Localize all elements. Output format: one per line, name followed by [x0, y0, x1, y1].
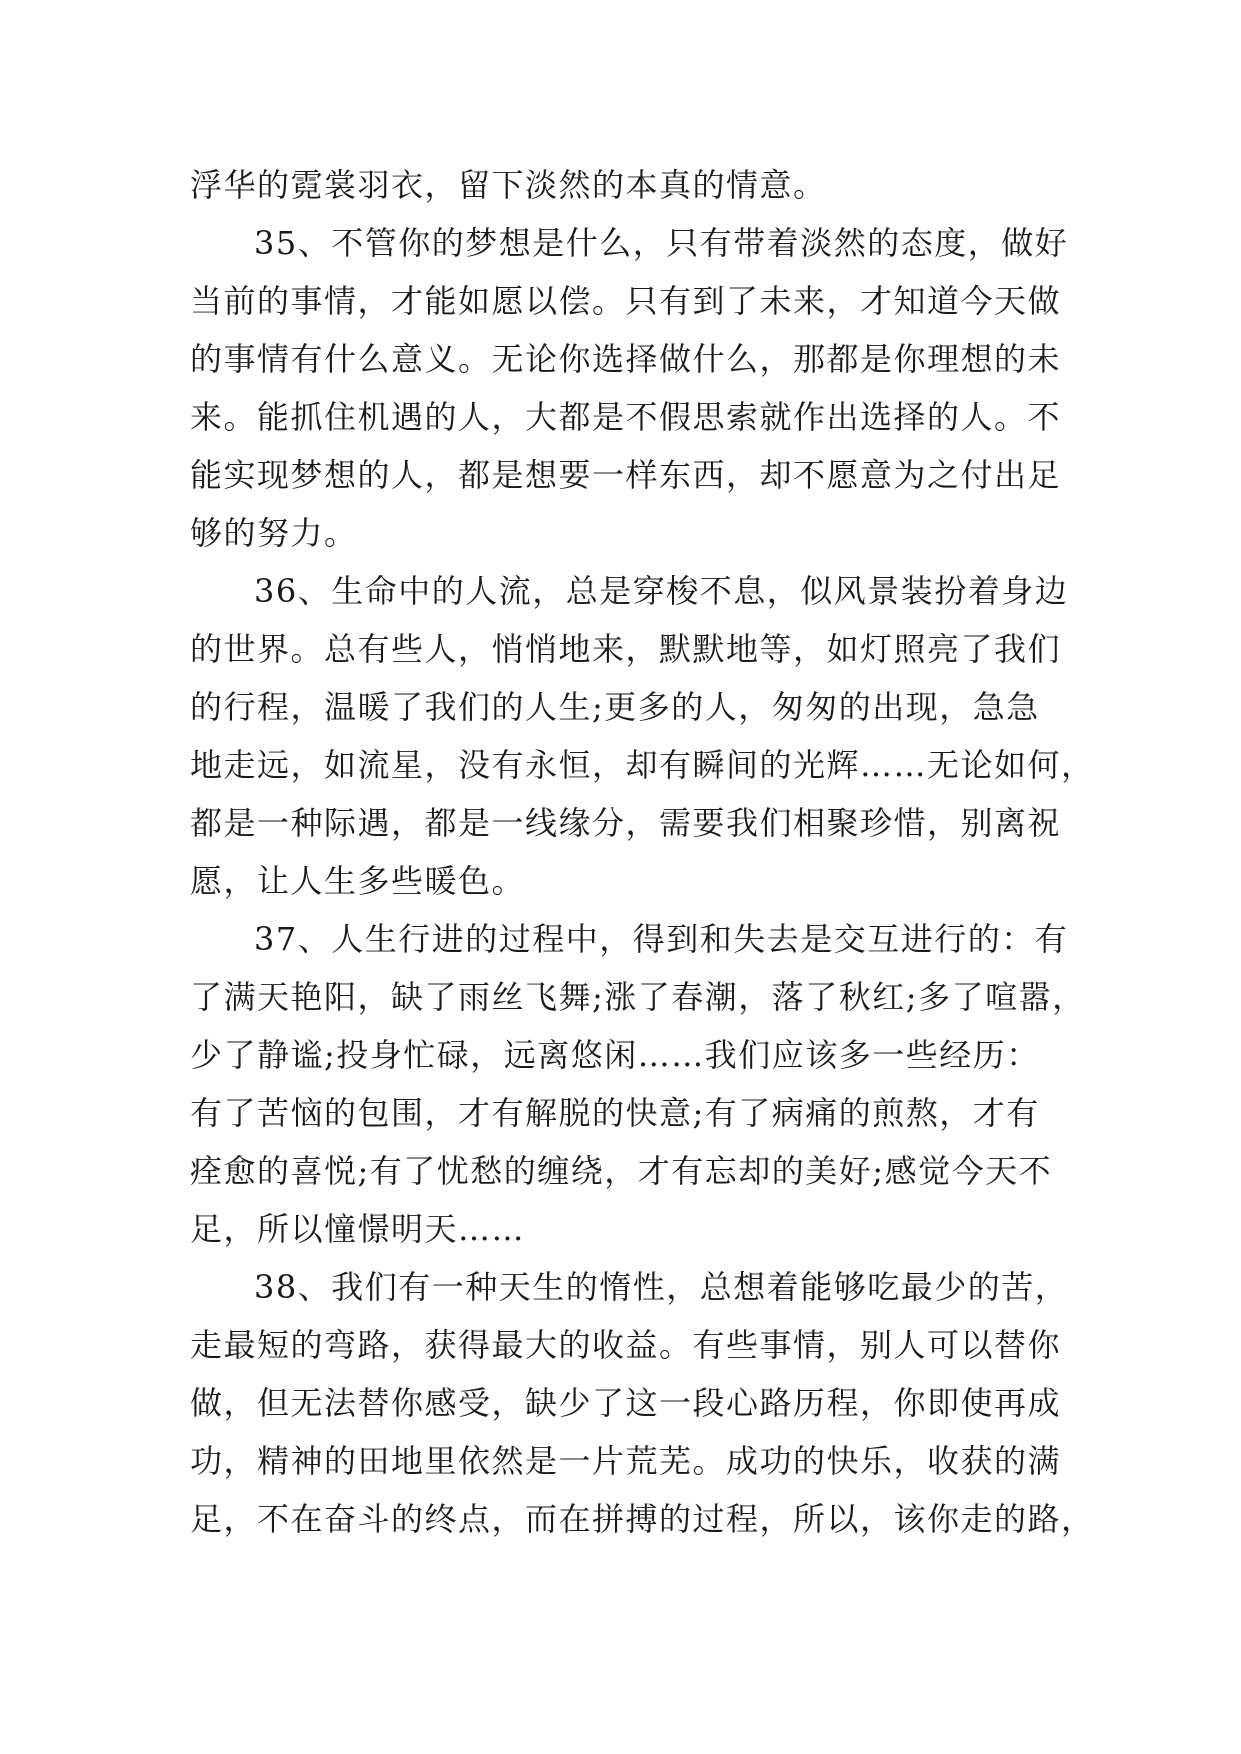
text-line: 的事情有什么意义。无论你选择做什么，那都是你理想的未: [190, 340, 1062, 378]
text-line: 浮华的霓裳羽衣，留下淡然的本真的情意。: [190, 166, 827, 204]
paragraph: [190, 214, 1069, 562]
text-line: 功，精神的田地里依然是一片荒芜。成功的快乐，收获的满: [190, 1442, 1062, 1480]
paragraph: [190, 562, 1095, 910]
paragraph: [190, 910, 1086, 1258]
text-line: 36、生命中的人流，总是穿梭不息，似风景装扮着身边: [254, 572, 1069, 610]
paragraph: [190, 1258, 1095, 1548]
text-line: 当前的事情，才能如愿以偿。只有到了未来，才知道今天做: [190, 282, 1062, 320]
text-line: 够的努力。: [190, 514, 358, 552]
text-line: 地走远，如流星，没有永恒，却有瞬间的光辉……无论如何，: [190, 746, 1095, 784]
text-line: 走最短的弯路，获得最大的收益。有些事情，别人可以替你: [190, 1326, 1062, 1364]
text-line: 38、我们有一种天生的惰性，总想着能够吃最少的苦，: [254, 1268, 1069, 1306]
text-line: 足，所以憧憬明天……: [190, 1210, 526, 1248]
text-line: 都是一种际遇，都是一线缘分，需要我们相聚珍惜，别离祝: [190, 804, 1062, 842]
text-line: 了满天艳阳，缺了雨丝飞舞;涨了春潮，落了秋红;多了喧嚣，: [190, 978, 1086, 1016]
text-line: 做，但无法替你感受，缺少了这一段心路历程，你即使再成: [190, 1384, 1062, 1422]
text-line: 痊愈的喜悦;有了忧愁的缠绕，才有忘却的美好;感觉今天不: [190, 1152, 1053, 1190]
text-line: 有了苦恼的包围，才有解脱的快意;有了病痛的煎熬，才有: [190, 1094, 1040, 1132]
document-body: [190, 156, 1095, 1548]
text-line: 足，不在奋斗的终点，而在拼搏的过程，所以，该你走的路，: [190, 1500, 1095, 1538]
text-line: 愿，让人生多些暖色。: [190, 862, 526, 900]
text-line: 的行程，温暖了我们的人生;更多的人，匆匆的出现，急急: [190, 688, 1040, 726]
text-line: 37、人生行进的过程中，得到和失去是交互进行的：有: [254, 920, 1069, 958]
text-line: 35、不管你的梦想是什么，只有带着淡然的态度，做好: [254, 224, 1069, 262]
paragraph: [190, 156, 1050, 214]
text-line: 能实现梦想的人，都是想要一样东西，却不愿意为之付出足: [190, 456, 1062, 494]
text-line: 少了静谧;投身忙碌，远离悠闲……我们应该多一些经历：: [190, 1036, 1040, 1074]
text-line: 的世界。总有些人，悄悄地来，默默地等，如灯照亮了我们: [190, 630, 1062, 668]
text-line: 来。能抓住机遇的人，大都是不假思索就作出选择的人。不: [190, 398, 1062, 436]
